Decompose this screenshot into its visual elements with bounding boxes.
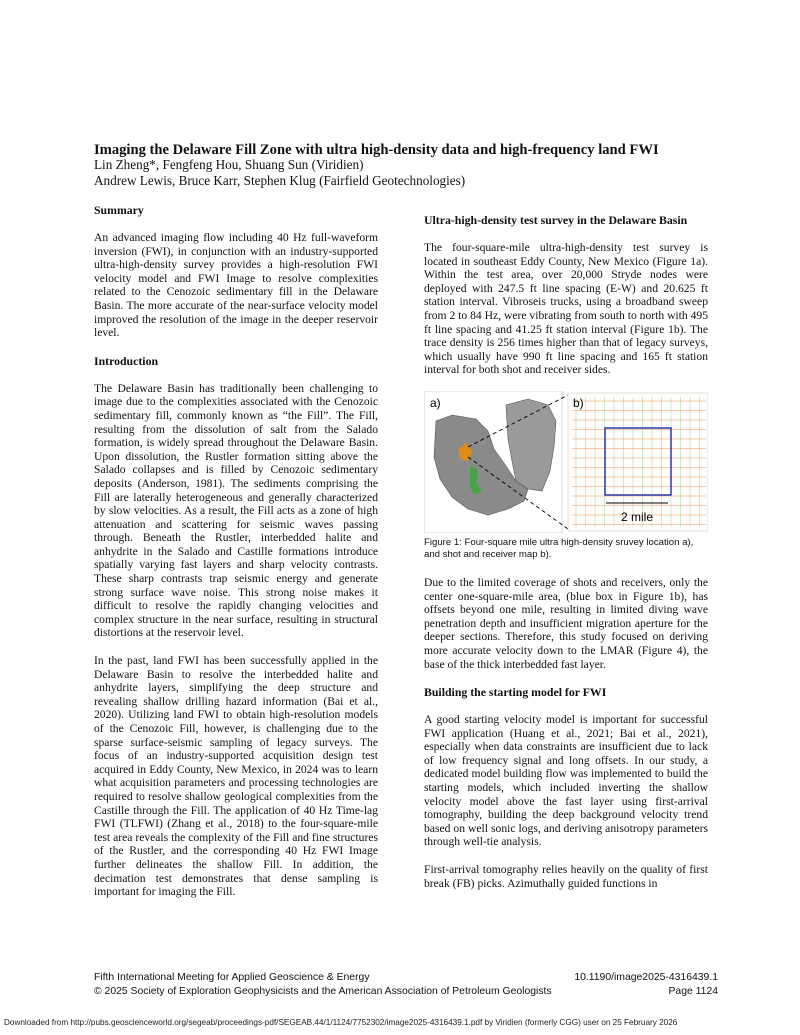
footer-doi: 10.1190/image2025-4316439.1: [574, 972, 718, 983]
introduction-paragraph-1: The Delaware Basin has traditionally been challenging to image due to the complexities associated with the Cenozoic sedimentary fill, commonly known as “the Fill”. The Fill, resulting from the dissolution of salt from the Salado formation, is widely spread throughout the Delaware Basin. Upon dissolution, the Rustler formation sitting above the Salado collapses and is filled by Cenozoic sedimentary deposits (Anderson, 1981). The sediments comprising the Fill are laterally heterogeneous and generally characterized by slow velocities. As a result, the Fill acts as a zone of high attenuation and scattering for seismic waves passing through. Beneath the Rustler, interbedded halite and anhydrite in the Salado and Castille formations introduce spatially varying fast layers and sharp velocity contrasts. These sharp contrasts trap seismic energy and generate strong surface wave noise. This strong noise makes it difficult to resolve the rapidly changing velocities and complex structure in the near surface, resulting in structural distortions at the reservoir level.: [94, 381, 378, 640]
summary-heading: Summary: [94, 203, 144, 217]
panel-a-label: a): [430, 395, 441, 410]
introduction-heading: Introduction: [94, 353, 159, 368]
panel-b: [568, 393, 708, 531]
author-list: [94, 157, 465, 189]
panel-b-label: b): [573, 395, 584, 410]
introduction-paragraph-2: In the past, land FWI has been successfully applied in the Delaware Basin to resolve the interbedded halite and anhydrite layers, simplifying the deep structure and revealing shallow drilling hazard information (Bai et al., 2020). Utilizing land FWI to obtain high-resolution models of the Cenozoic Fill, however, is challenging due to the sparse surface-seismic sampling of legacy surveys. The focus of an industry-supported acquisition design test acquired in Eddy County, New Mexico, in 2024 was to learn what acquisition parameters and processing technologies are required to resolve shallow geological complexities from the Castille through the Fill. The application of 40 Hz Time-lag FWI (TLFWI) (Zhang et al., 2018) to the four-square-mile test area reveals the complexity of the Fill and fine structures of the Rustler, and the corresponding 40 Hz FWI Image further delineates the shallow Fill. In addition, the decimation test demonstrates that dense sampling is important for imaging the Fill.: [94, 654, 378, 899]
page-footer: [94, 971, 718, 999]
footer-page-number: Page 1124: [668, 986, 718, 997]
survey-heading: Ultra-high-density test survey in the Delaware Basin: [424, 213, 688, 227]
coverage-text: Due to the limited coverage of shots and receivers, only the center one-square-mile area, (blue box in Figure 1b), has offsets beyond one mile, resulting in limited diving wave penetration depth and insufficient migration aperture for the deeper sections. Therefore, this study focused on deriving more accurate velocity down to the LMAR (Figure 4), the base of the thick interbedded fast layer.: [424, 575, 708, 671]
right-column: [424, 213, 708, 904]
starting-model-text: A good starting velocity model is important for successful FWI application (Huang et al., 2021; Bai et al., 2021), especially when data constraints are insufficient due to lack of low frequency signal and long offsets. In our study, a dedicated model building flow was implemented to build the starting models, which included inverting the shallow velocity model above the fast layer using first-arrival tomography, building the deep background velocity trend based on well sonic logs, and deriving anisotropy parameters through well-tie analysis.: [424, 713, 708, 849]
tomography-text: First-arrival tomography relies heavily on the quality of first break (FB) picks. Azimuthally guided functions in: [424, 863, 708, 890]
figure-1: [424, 391, 708, 533]
summary-text: An advanced imaging flow including 40 Hz full-waveform inversion (FWI), in conjunction with an industry-supported ultra-high-density survey provides a high-resolution FWI velocity model and FWI Image to resolve complexities related to the Cenozoic sedimentary fill in the Delaware Basin. The more accurate of the near-surface velocity model improved the resolution of the image in the deeper reservoir level.: [94, 231, 378, 340]
starting-model-heading: Building the starting model for FWI: [424, 685, 607, 700]
scale-label: 2 mile: [621, 509, 654, 524]
download-note: Downloaded from http://pubs.geoscienceworld.org/segeab/proceedings-pdf/SEGEAB.44/1/1124/7752302/image2025-4316439.1.pdf by Viridien (formerly CGG) user on 25 February 2026: [4, 1018, 678, 1027]
footer-copyright: © 2025 Society of Exploration Geophysicists and the American Association of Petroleum Geologists: [94, 986, 552, 997]
authors-line-1: Lin Zheng*, Fengfeng Hou, Shuang Sun (Viridien): [94, 157, 364, 172]
paper-title: Imaging the Delaware Fill Zone with ultra high-density data and high-frequency land FWI: [94, 142, 659, 158]
authors-line-2: Andrew Lewis, Bruce Karr, Stephen Klug (Fairfield Geotechnologies): [94, 173, 466, 188]
footer-meeting: Fifth International Meeting for Applied Geoscience & Energy: [94, 972, 370, 983]
left-column: [94, 203, 378, 913]
figure-1-graphic: [424, 391, 708, 533]
figure-1-caption: Figure 1: Four-square mile ultra high-density sruvey location a), and shot and receiver map b).: [424, 536, 694, 560]
survey-text: The four-square-mile ultra-high-density test survey is located in southeast Eddy County, New Mexico (Figure 1a). Within the test area, over 20,000 Stryde nodes were deployed with 247.5 ft line spacing (E-W) and 20.625 ft station interval. Vibroseis trucks, using a broadband sweep from 2 to 84 Hz, were vibrating from south to north with 495 ft line spacing and 41.25 ft station interval (Figure 1b). The trace density is 256 times higher than that of legacy surveys, which usually have 990 ft line spacing and 165 ft station interval for both shot and receiver sides.: [424, 241, 708, 377]
